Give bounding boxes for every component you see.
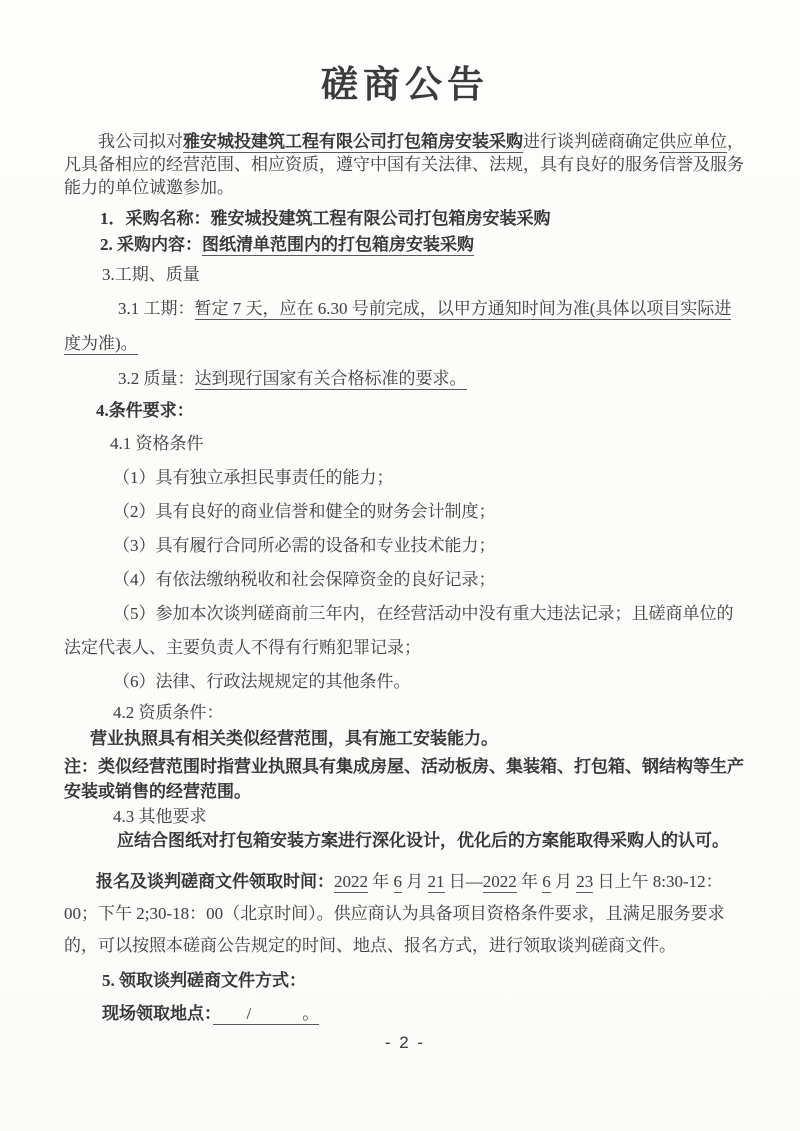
intro-project-name: 雅安城投建筑工程有限公司打包箱房安装采购 — [183, 132, 523, 151]
page-number: - 2 - — [384, 1033, 426, 1052]
condition-item-5: （5）参加本次谈判磋商前三年内，在经营活动中没有重大违法记录；且磋商单位的法定代表人、主要负责人不得有行贿犯罪记录； — [64, 604, 734, 657]
registration-sep-2: 月 — [402, 872, 428, 891]
registration-month-2: 6 — [542, 872, 551, 891]
item-2-label: 2. 采购内容： — [100, 235, 202, 254]
registration-year-1: 2022 — [334, 872, 368, 891]
item-1-value: 雅安城投建筑工程有限公司打包箱房安装采购 — [210, 209, 551, 228]
registration-sep-4: 年 — [516, 872, 543, 891]
item-1-procurement-name — [100, 207, 746, 231]
intro-lead: 我公司拟对 — [98, 132, 183, 151]
design-requirement-text: 应结合图纸对打包箱安装方案进行深化设计，优化后的方案能取得采购人的认可。 — [117, 831, 729, 850]
section-3-heading: 3.工期、质量 — [102, 265, 200, 284]
license-scope-text: 营业执照具有相关类似经营范围，具有施工安装能力。 — [90, 729, 498, 748]
intro-tail: ，凡具备相应的经营范围、相应资质，遵守中国有关法律、法规，具有良好的服务信誉及服务能力的单位诚邀参加。 — [64, 132, 744, 197]
pickup-location-blank: / 。 — [212, 1004, 320, 1023]
condition-item-4: （4）有依法缴纳税收和社会保障资金的良好记录； — [113, 570, 496, 589]
clause-4-2-heading: 4.2 资质条件： — [113, 703, 224, 722]
condition-item-2: （2）具有良好的商业信誉和健全的财务会计制度； — [113, 502, 496, 521]
section-4-heading: 4.条件要求： — [96, 401, 194, 420]
registration-month-1: 6 — [393, 872, 402, 891]
registration-sep-1: 年 — [368, 872, 394, 891]
registration-paragraph — [64, 866, 746, 962]
item-1-label: 1．采购名称： — [100, 209, 211, 228]
page-title: 磋商公告 — [321, 65, 489, 106]
condition-item-6: （6）法律、行政法规规定的其他条件。 — [113, 672, 411, 691]
registration-label: 报名及谈判磋商文件领取时间： — [96, 872, 334, 891]
registration-sep-5: 月 — [550, 872, 577, 891]
pickup-location-line — [102, 997, 746, 1031]
item-2-value: 图纸清单范围内的打包箱房安装采购 — [202, 235, 474, 254]
registration-day-1: 21 — [427, 872, 445, 891]
registration-year-2: 2022 — [482, 872, 517, 891]
intro-paragraph — [64, 130, 746, 199]
clause-3-2-quality — [64, 361, 746, 396]
clause-3-2-value: 达到现行国家有关合格标准的要求。 — [194, 369, 467, 388]
clause-4-3-heading: 4.3 其他要求 — [113, 807, 207, 826]
clause-3-1-label: 3.1 工期： — [118, 299, 195, 318]
pickup-location-label: 现场领取地点： — [102, 1004, 213, 1023]
note-text: 注：类似经营范围时指营业执照具有集成房屋、活动板房、集装箱、打包箱、钢结构等生产安装或销售的经营范围。 — [64, 757, 744, 801]
item-2-procurement-content — [100, 233, 746, 257]
clause-4-1-heading: 4.1 资格条件 — [110, 434, 204, 453]
registration-day-2: 23 — [576, 872, 594, 891]
condition-item-3: （3）具有履行合同所必需的设备和专业技术能力； — [113, 536, 496, 555]
condition-item-1: （1）具有独立承担民事责任的能力； — [113, 468, 394, 487]
registration-tail: 日上午 8:30-12：00；下午 2;30-18：00（北京时间）。供应商认为具备项目资格条件要求，且满足服务要求的，可以按照本磋商公告规定的时间、地点、报名方式，进行领取谈判磋商文件。 — [64, 872, 725, 955]
intro-mid: 进行谈判磋商确定 — [523, 132, 659, 151]
section-5-heading: 5. 领取谈判磋商文件方式： — [102, 971, 306, 990]
registration-sep-3: 日— — [444, 872, 483, 891]
clause-3-1-duration — [64, 291, 746, 361]
clause-3-2-label: 3.2 质量： — [118, 369, 195, 388]
intro-supplier-term: 供应单位 — [659, 132, 727, 151]
clause-3-1-value: 暂定 7 天，应在 6.30 号前完成，以甲方通知时间为准(具体以项目实际进度为准)。 — [64, 299, 732, 353]
